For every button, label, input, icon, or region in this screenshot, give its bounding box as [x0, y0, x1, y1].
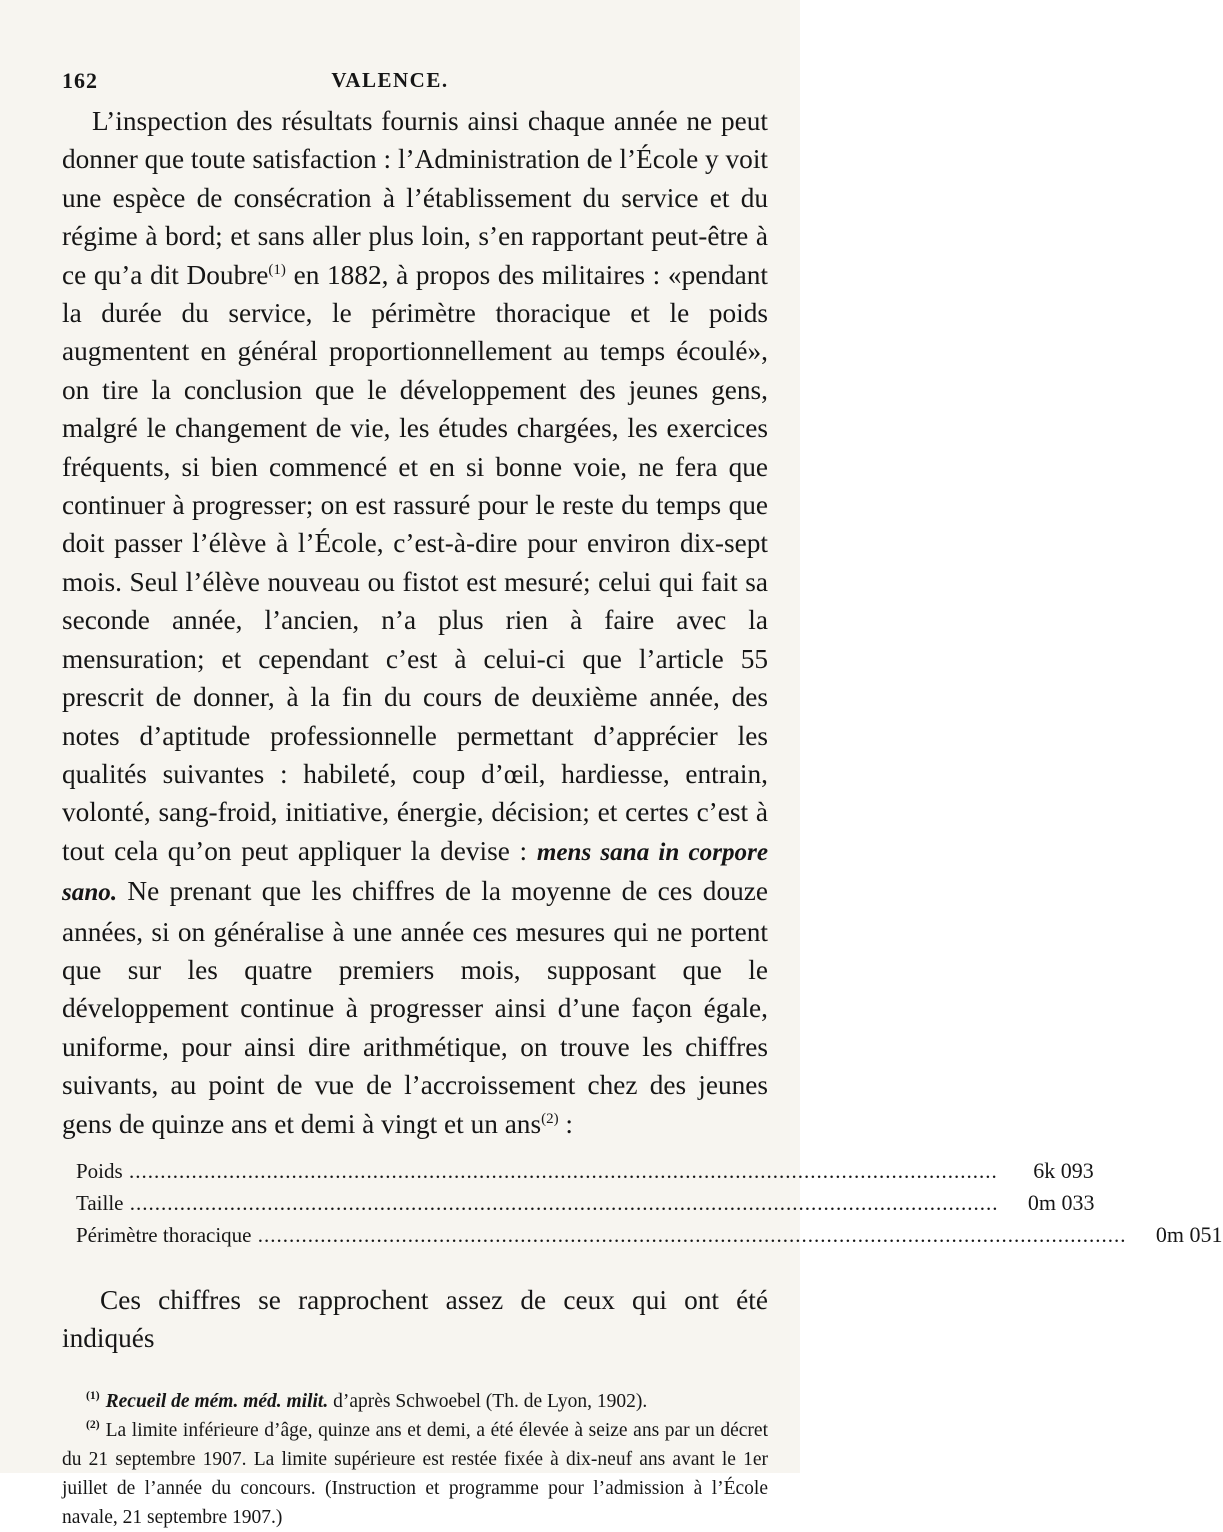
page-header — [62, 64, 768, 102]
paragraph-text-3: Ne prenant que les chiffres de la moyenne de ces douze années, si on généralise à une année ces mesures qui ne portent que sur les quatre premiers mois, supposant que le développement continue à progresser ainsi d’une façon égale, uniforme, pour ainsi dire arithmétique, on trouve les chiffres suivants, au point de vue de l’accroissement chez des jeunes gens de quinze ans et demi à vingt et un ans — [62, 876, 768, 1139]
footnote-1-title: Recueil de mém. méd. milit. — [105, 1390, 329, 1412]
measures-table — [76, 1155, 1223, 1251]
measure-value: 0m 033 — [1027, 1189, 1095, 1215]
measure-row-poids — [76, 1155, 1094, 1187]
footnote-ref-2: (2) — [541, 1110, 559, 1127]
motto: mens sana in corpore sano. — [62, 838, 768, 907]
page-content — [62, 64, 1223, 1532]
footnote-ref-1: (1) — [268, 261, 286, 278]
paragraph-text-2: en 1882, à propos des militaires : «pendant la durée du service, le périmètre thoracique et le poids augmentent en général proportionnellement au temps écoulé», on tire la conclusion que le développement des jeunes gens, malgré le changement de vie, les études chargées, les exercices fréquents, si bien commencé et en si bonne voie, ne fera que continuer à progresser; on est rassuré pour le reste du temps que doit passer l’élève à l’École, c’est-à-dire pour environ dix-sept mois. Seul l’élève nouveau ou fistot est mesuré; celui qui fait sa seconde année, l’ancien, n’a plus rien à faire avec la mensuration; et cependant c’est à celui-ci que l’article 55 prescrit de donner, à la fin du cours de deuxième année, des notes d’aptitude professionnelle permettant d’apprécier les qualités suivantes : habileté, coup d’œil, hardiesse, entrain, volonté, sang-froid, initiative, énergie, décision; et certes c’est à tout cela qu’on peut appliquer la devise : — [62, 259, 768, 866]
measure-label: Taille ..... — [76, 1188, 999, 1219]
main-paragraph — [62, 102, 768, 1143]
measure-label: Poids ..... — [76, 1156, 998, 1187]
footnote-1-mark: (1) — [86, 1389, 100, 1403]
measure-value: 0m 051 — [1155, 1221, 1223, 1247]
measure-value: 6k 093 — [1033, 1157, 1094, 1183]
footnote-2 — [62, 1416, 768, 1532]
running-head: VALENCE. — [331, 68, 449, 92]
footnote-1 — [62, 1387, 768, 1416]
page-number: 162 — [62, 68, 98, 93]
footnotes — [62, 1387, 768, 1532]
footnote-1-text: d’après Schwoebel (Th. de Lyon, 1902). — [328, 1390, 648, 1412]
measure-row-perimetre — [76, 1219, 1223, 1251]
measure-row-taille — [76, 1187, 1095, 1219]
footnote-2-mark: (2) — [86, 1418, 100, 1432]
paragraph-text-1: L’inspection des résultats fournis ainsi chaque année ne peut donner que toute satisfaction : l’Administration de l’École y voit une espèce de consécration à l’établissement du service et du régime à bord; et sans aller plus loin, s’en rapportant peut-être à ce qu’a dit Doubre — [62, 106, 768, 290]
measure-label: Périmètre thoracique ..... — [76, 1220, 1127, 1251]
paragraph-text-4: : — [558, 1108, 574, 1139]
footnote-2-text: La limite inférieure d’âge, quinze ans et demi, a été élevée à seize ans par un décret du 21 septembre 1907. La limite supérieure est restée fixée à dix-neuf ans avant le 1er juillet de l’année du concours. (Instruction et programme pour l’admission à l’École navale, 21 septembre 1907.) — [62, 1419, 768, 1528]
continuation-paragraph: Ces chiffres se rapprochent assez de ceux qui ont été indiqués — [62, 1284, 768, 1353]
